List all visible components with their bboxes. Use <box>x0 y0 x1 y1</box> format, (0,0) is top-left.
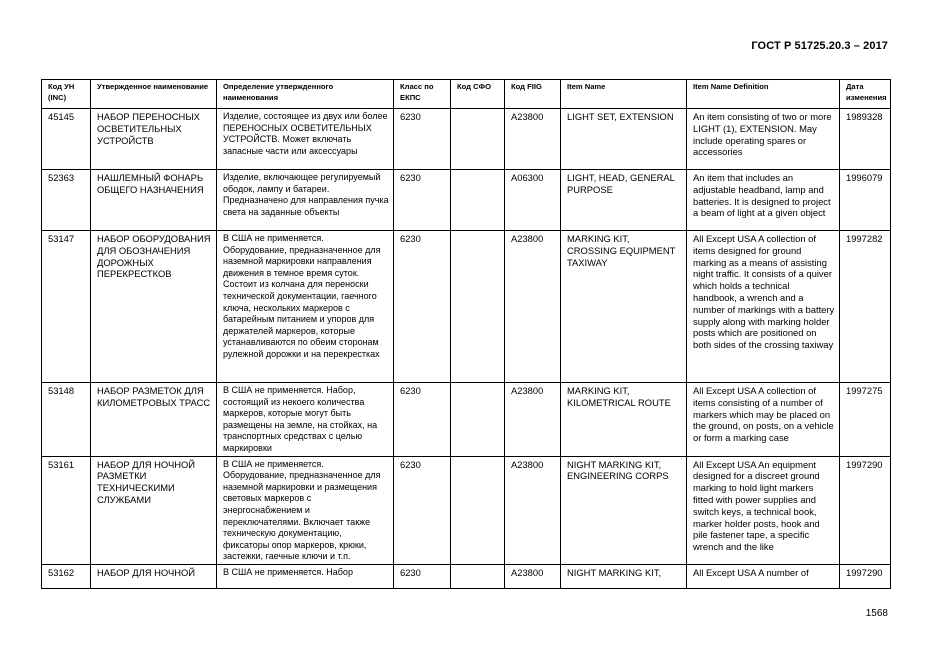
cell-ekps: 6230 <box>394 231 451 383</box>
cell-name-ru: НАБОР ОБОРУДОВАНИЯ ДЛЯ ОБОЗНАЧЕНИЯ ДОРОЖНЫХ ПЕРЕКРЕСТКОВ <box>91 231 217 383</box>
cell-name-ru: НАБОР ДЛЯ НОЧНОЙ <box>91 564 217 588</box>
cell-definition-ru: В США не применяется. Набор, состоящий из некоего количества маркеров, которые могут быть размещены на земле, на стойках, на транспортных средствах с целью маркировки <box>217 383 394 457</box>
table-row <box>42 170 891 231</box>
table-header-row <box>42 80 891 109</box>
cell-fiig: A23800 <box>505 564 561 588</box>
cell-date: 1997290 <box>840 564 891 588</box>
cell-date: 1997282 <box>840 231 891 383</box>
document-id: ГОСТ Р 51725.20.3 – 2017 <box>751 40 888 52</box>
cell-item-name: NIGHT MARKING KIT, ENGINEERING CORPS <box>561 456 687 564</box>
cell-item-name: MARKING KIT, CROSSING EQUIPMENT TAXIWAY <box>561 231 687 383</box>
cell-sfo <box>451 231 505 383</box>
page-number: 1568 <box>865 608 888 619</box>
table-row <box>42 383 891 457</box>
cell-sfo <box>451 456 505 564</box>
table-row <box>42 231 891 383</box>
cell-item-def: An item consisting of two or more LIGHT (1), EXTENSION. May include operating spares or accessories <box>687 109 840 170</box>
cell-item-def: An item that includes an adjustable headband, lamp and batteries. It is designed to project a beam of light at a given object <box>687 170 840 231</box>
cell-inc: 53148 <box>42 383 91 457</box>
cell-date: 1997290 <box>840 456 891 564</box>
col-header-inc: Код УН (INC) <box>42 80 91 109</box>
cell-inc: 53161 <box>42 456 91 564</box>
cell-item-def: All Except USA A collection of items consisting of a number of markers which may be placed on the ground, on posts, on a vehicle or form a marking case <box>687 383 840 457</box>
cell-fiig: A23800 <box>505 231 561 383</box>
cell-inc: 53147 <box>42 231 91 383</box>
cell-item-name: NIGHT MARKING KIT, <box>561 564 687 588</box>
cell-item-def: All Except USA A collection of items designed for ground marking as a means of assisting night traffic. It consists of a quiver which holds a technical handbook, a wrench and a number of markings with a battery supply along with marking holder posts which are positioned on both sides of the crossing taxiway <box>687 231 840 383</box>
col-header-ekps: Класс по ЕКПС <box>394 80 451 109</box>
table-row <box>42 564 891 588</box>
col-header-date: Дата изменения <box>840 80 891 109</box>
cell-item-name: MARKING KIT, KILOMETRICAL ROUTE <box>561 383 687 457</box>
cell-name-ru: НАШЛЕМНЫЙ ФОНАРЬ ОБЩЕГО НАЗНАЧЕНИЯ <box>91 170 217 231</box>
cell-ekps: 6230 <box>394 456 451 564</box>
col-header-name-ru: Утвержденное наименование <box>91 80 217 109</box>
cell-fiig: A23800 <box>505 109 561 170</box>
table-row <box>42 456 891 564</box>
catalog-table <box>41 79 891 589</box>
cell-fiig: A06300 <box>505 170 561 231</box>
cell-name-ru: НАБОР РАЗМЕТОК ДЛЯ КИЛОМЕТРОВЫХ ТРАСС <box>91 383 217 457</box>
cell-inc: 52363 <box>42 170 91 231</box>
cell-definition-ru: Изделие, состоящее из двух или более ПЕРЕНОСНЫХ ОСВЕТИТЕЛЬНЫХ УСТРОЙСТВ. Может включать запасные части или аксессуары <box>217 109 394 170</box>
cell-ekps: 6230 <box>394 109 451 170</box>
cell-item-def: All Except USA A number of <box>687 564 840 588</box>
col-header-definition-ru: Определение утвержденного наименования <box>217 80 394 109</box>
col-header-item-name: Item Name <box>561 80 687 109</box>
cell-date: 1996079 <box>840 170 891 231</box>
cell-definition-ru: Изделие, включающее регулируемый ободок, лампу и батареи. Предназначено для направления пучка света на заданные объекты <box>217 170 394 231</box>
cell-inc: 45145 <box>42 109 91 170</box>
col-header-item-def: Item Name Definition <box>687 80 840 109</box>
cell-fiig: A23800 <box>505 456 561 564</box>
cell-item-name: LIGHT, HEAD, GENERAL PURPOSE <box>561 170 687 231</box>
col-header-sfo: Код СФО <box>451 80 505 109</box>
cell-ekps: 6230 <box>394 564 451 588</box>
cell-definition-ru: В США не применяется. Оборудование, предназначенное для наземной маркировки направления движения в темное время суток. Состоит из колчана для переноски технической документации, гаечного ключа, нескольких маркеров с батарейным питанием и упоров для держателей маркеров, которые устанавливаются по обеим сторонам рулежной дорожки и на перекрестках <box>217 231 394 383</box>
cell-sfo <box>451 109 505 170</box>
cell-definition-ru: В США не применяется. Набор <box>217 564 394 588</box>
cell-name-ru: НАБОР ПЕРЕНОСНЫХ ОСВЕТИТЕЛЬНЫХ УСТРОЙСТВ <box>91 109 217 170</box>
cell-sfo <box>451 564 505 588</box>
table-row <box>42 109 891 170</box>
cell-inc: 53162 <box>42 564 91 588</box>
cell-ekps: 6230 <box>394 170 451 231</box>
cell-item-name: LIGHT SET, EXTENSION <box>561 109 687 170</box>
cell-item-def: All Except USA An equipment designed for a discreet ground marking to hold light markers fitted with power supplies and switch keys, a technical book, marker holder posts, hook and pile fastener tape, a specific wrench and the like <box>687 456 840 564</box>
cell-ekps: 6230 <box>394 383 451 457</box>
col-header-fiig: Код FIIG <box>505 80 561 109</box>
cell-definition-ru: В США не применяется. Оборудование, предназначенное для наземной маркировки и размещения световых маркеров с энергоснабжением и переключателями. Включает также техническую документацию, фиксаторы опор маркеров, крюки, застежки, гаечные ключи и т.п. <box>217 456 394 564</box>
cell-name-ru: НАБОР ДЛЯ НОЧНОЙ РАЗМЕТКИ ТЕХНИЧЕСКИМИ СЛУЖБАМИ <box>91 456 217 564</box>
cell-date: 1997275 <box>840 383 891 457</box>
cell-sfo <box>451 170 505 231</box>
cell-sfo <box>451 383 505 457</box>
cell-fiig: A23800 <box>505 383 561 457</box>
cell-date: 1989328 <box>840 109 891 170</box>
